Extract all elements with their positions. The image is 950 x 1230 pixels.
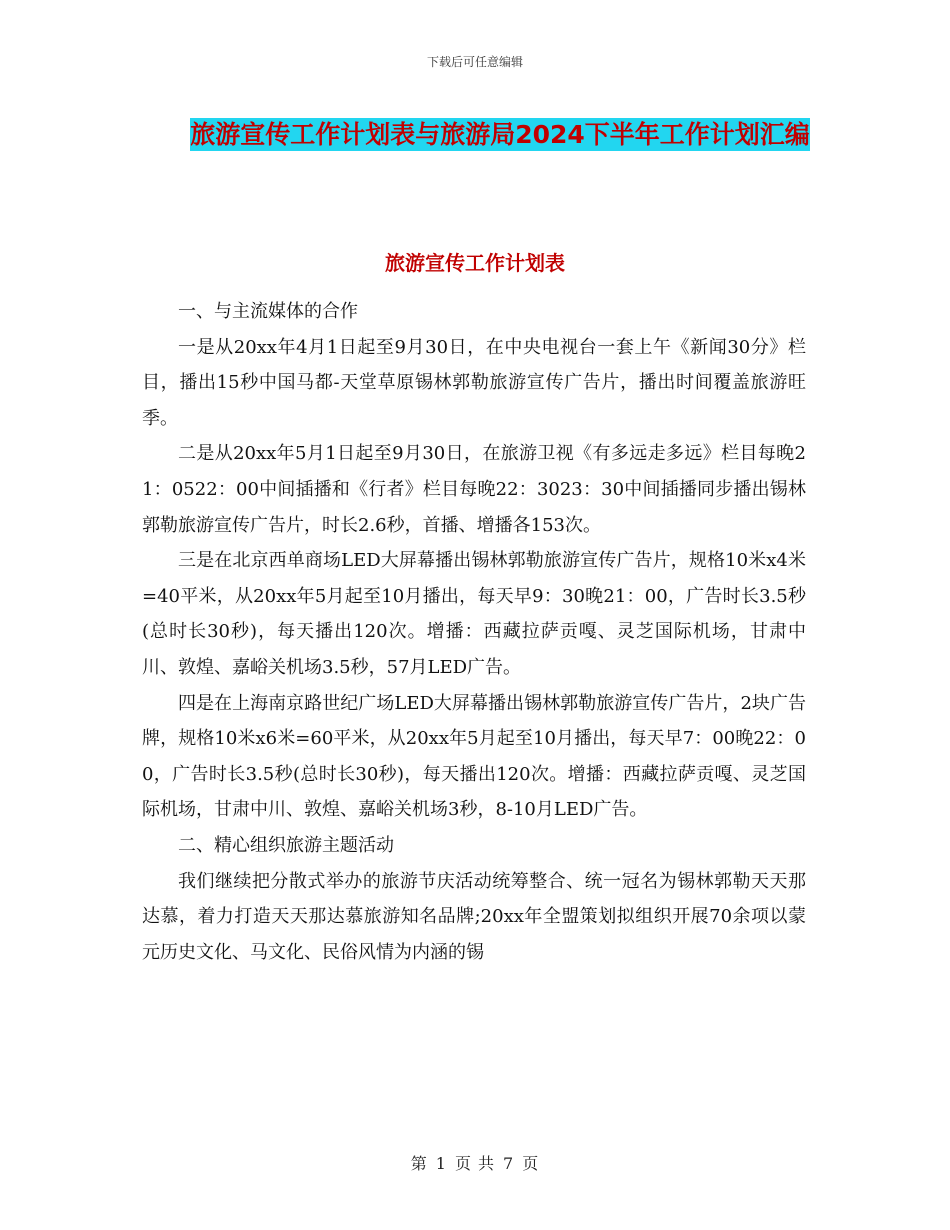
paragraph: 三是在北京西单商场LED大屏幕播出锡林郭勒旅游宣传广告片，规格10米x4米=40平米，从20xx年5月起至10月播出，每天早9：30晚21：00，广告时长3.5秒(总时长30秒)，每天播出120次。增播：西藏拉萨贡嘎、灵芝国际机场，甘肃中川、敦煌、嘉峪关机场3.5秒，57月LED广告。 [142, 550, 806, 678]
document-title-text: 旅游宣传工作计划表与旅游局2024下半年工作计划汇编 [190, 120, 810, 149]
paragraph: 二是从20xx年5月1日起至9月30日，在旅游卫视《有多远走多远》栏目每晚21：0522：00中间插播和《行者》栏目每晚22：3023：30中间插播同步播出锡林郭勒旅游宣传广告片，时长2.6秒，首播、增播各153次。 [142, 443, 806, 536]
document-title [186, 112, 814, 158]
footer-suffix: 页 [522, 1154, 540, 1173]
footer-middle: 页 共 [454, 1154, 496, 1173]
footer-page-number: 1 [435, 1154, 447, 1173]
footer-prefix: 第 [410, 1154, 428, 1173]
paragraph-heading-2: 二、精心组织旅游主题活动 [178, 834, 394, 856]
header-note: 下载后可任意编辑 [426, 55, 523, 69]
page-footer [0, 1153, 950, 1175]
paragraph: 我们继续把分散式举办的旅游节庆活动统筹整合、统一冠名为锡林郭勒天天那达慕，着力打造天天那达慕旅游知名品牌;20xx年全盟策划拟组织开展70余项以蒙元历史文化、马文化、民俗风情为内涵的锡 [142, 870, 806, 963]
section-title: 旅游宣传工作计划表 [385, 251, 565, 275]
body-text [142, 294, 806, 970]
paragraph-heading-1: 一、与主流媒体的合作 [178, 301, 358, 322]
footer-total-pages: 7 [503, 1154, 515, 1173]
paragraph: 一是从20xx年4月1日起至9月30日，在中央电视台一套上午《新闻30分》栏目，播出15秒中国马都-天堂草原锡林郭勒旅游宣传广告片，播出时间覆盖旅游旺季。 [142, 336, 806, 429]
paragraph: 四是在上海南京路世纪广场LED大屏幕播出锡林郭勒旅游宣传广告片，2块广告牌，规格10米x6米=60平米，从20xx年5月起至10月播出，每天早7：00晚22：00，广告时长3.5秒(总时长30秒)，每天播出120次。增播：西藏拉萨贡嘎、灵芝国际机场，甘肃中川、敦煌、嘉峪关机场3秒，8-10月LED广告。 [142, 692, 806, 821]
